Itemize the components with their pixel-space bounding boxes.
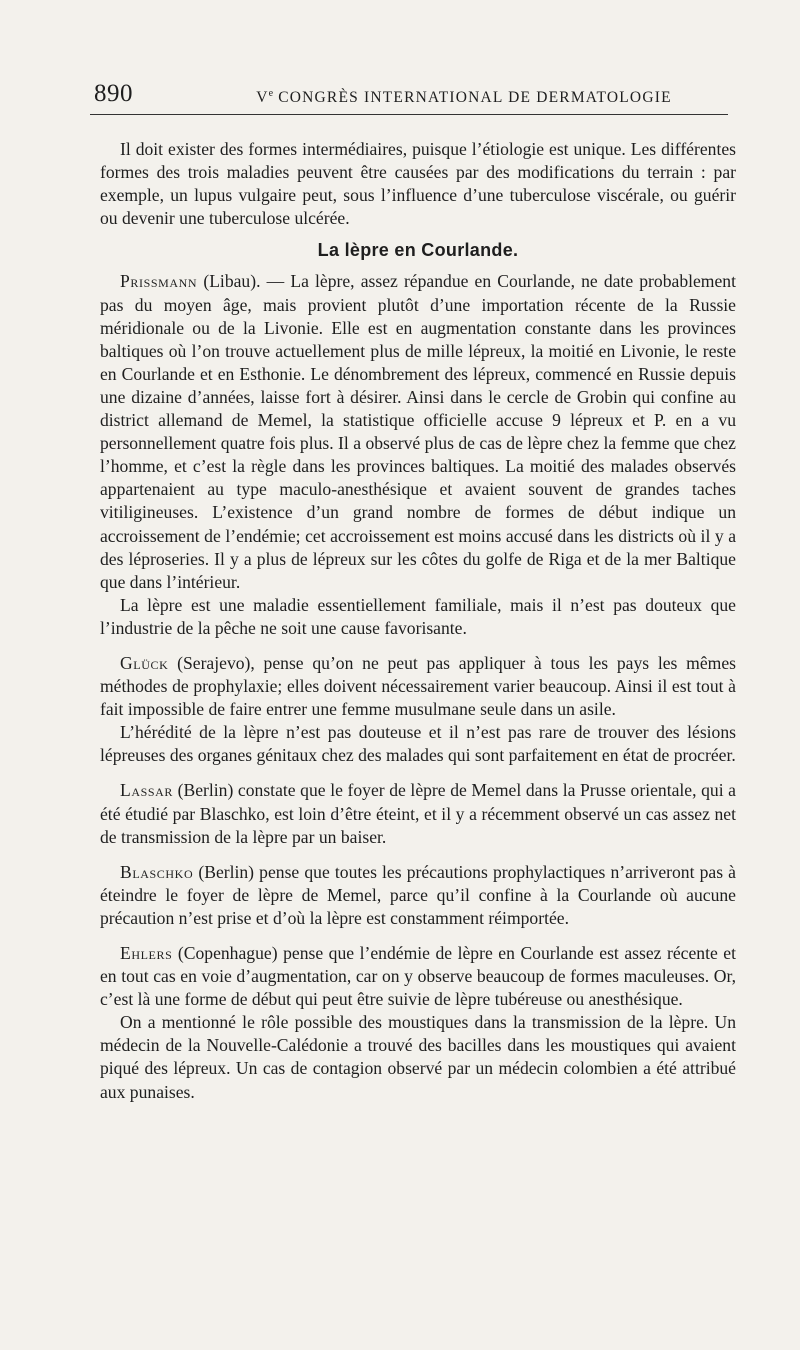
paragraph-text: (Copenhague) pense que l’endémie de lèpre en Courlande est assez récente et en tout cas en voie d’augmentation, car on y observe beaucoup de formes maculeuses. Or, c’est là une forme de début qui peut être suivie de lèpre tubéreuse ou anesthésique.	[100, 943, 736, 1010]
speaker-name: Ehlers	[120, 943, 173, 963]
speaker-name: Blaschko	[120, 861, 194, 882]
section-title: La lèpre en Courlande.	[317, 240, 519, 261]
paragraph	[100, 652, 736, 721]
paragraph	[100, 721, 736, 767]
paragraph	[100, 942, 736, 1011]
paragraph	[100, 270, 736, 593]
running-header	[90, 80, 728, 115]
paragraph-text: (Berlin) constate que le foyer de lèpre de Memel dans la Prusse orientale, qui a été étudié par Blaschko, est loin d’être éteint, et il y a récemment observé un cas assez net de transmission de la lèpre par un baiser.	[100, 780, 736, 847]
paragraph	[100, 1011, 736, 1103]
paragraph-text: On a mentionné le rôle possible des moustiques dans la transmission de la lèpre. Un médecin de la Nouvelle-Calédonie a trouvé des bacilles dans les moustiques qui avaient piqué des lépreux. Un cas de contagion observé par un médecin colombien a été attribué aux punaises.	[100, 1012, 736, 1102]
page-number: 890	[94, 80, 133, 107]
paragraph-text: L’hérédité de la lèpre n’est pas douteuse et il n’est pas rare de trouver des lésions lépreuses des organes génitaux chez des malades qui sont parfaitement en état de procréer.	[100, 722, 736, 766]
paragraph	[100, 861, 736, 930]
paragraph-text: (Libau). — La lèpre, assez répandue en Courlande, ne date probablement pas du moyen âge, mais provient plutôt d’une importation récente de la Russie méridionale ou de la Livonie. Elle est en augmentation constante dans les provinces baltiques où l’on trouve actuellement plus de mille lépreux, la moitié en Livonie, le reste en Courlande et en Esthonie. Le dénombrement des lépreux, commencé en Russie depuis une dizaine d’années, laisse fort à désirer. Ainsi dans le cercle de Grobin qui confine au district allemand de Memel, la statistique officielle accuse 9 lépreux et P. en a vu personnellement quatre fois plus. Il a observé plus de cas de lèpre chez la femme que chez l’homme, et c’est la règle dans les provinces baltiques. La moitié des malades observés appartenaient au type maculo-anesthésique et avaient souvent de grandes taches vitiligineuses. L’existence d’un grand nombre de formes de début indique un accroissement de l’endémie; cet accroissement est moins accusé dans les districts où il y a des léproseries. Il y a plus de lépreux sur les côtes du golfe de Riga et de la mer Baltique que dans l’intérieur.	[100, 271, 736, 592]
speaker-name: Lassar	[120, 780, 174, 801]
paragraph-text: La lèpre est une maladie essentiellement familiale, mais il n’est pas douteux que l’industrie de la pêche ne soit une cause favorisante.	[100, 594, 736, 638]
intro-paragraph: Il doit exister des formes intermédiaires, puisque l’étiologie est unique. Les différentes formes des trois maladies peuvent être causées par des modifications du terrain : par exemple, un lupus vulgaire peut, sous l’influence d’une tuberculose viscérale, ou guérir ou devenir une tuberculose ulcérée.	[100, 139, 736, 229]
ordinal-sup: e	[268, 88, 274, 99]
paragraph	[100, 594, 736, 640]
paragraph-text: (Serajevo), pense qu’on ne peut pas appliquer à tous les pays les mêmes méthodes de prophylaxie; elles doivent nécessairement varier beaucoup. Ainsi il est tout à fait impossible de faire entrer une femme musulmane seule dans un asile.	[100, 652, 736, 720]
speaker-name: Glück	[120, 652, 169, 673]
speaker-name: Prissmann	[120, 271, 198, 292]
running-title	[200, 88, 728, 107]
congress-title: CONGRÈS INTERNATIONAL DE DERMATOLOGIE	[278, 89, 672, 107]
paragraph	[100, 779, 736, 848]
body-text	[100, 138, 736, 1104]
ordinal: V	[256, 89, 269, 107]
paragraph-text: (Berlin) pense que toutes les précautions prophylactiques n’arriveront pas à éteindre le foyer de lèpre de Memel, parce qu’il confine à la Courlande où aucune précaution n’est prise et d’où la lèpre est constamment réimportée.	[100, 861, 736, 928]
